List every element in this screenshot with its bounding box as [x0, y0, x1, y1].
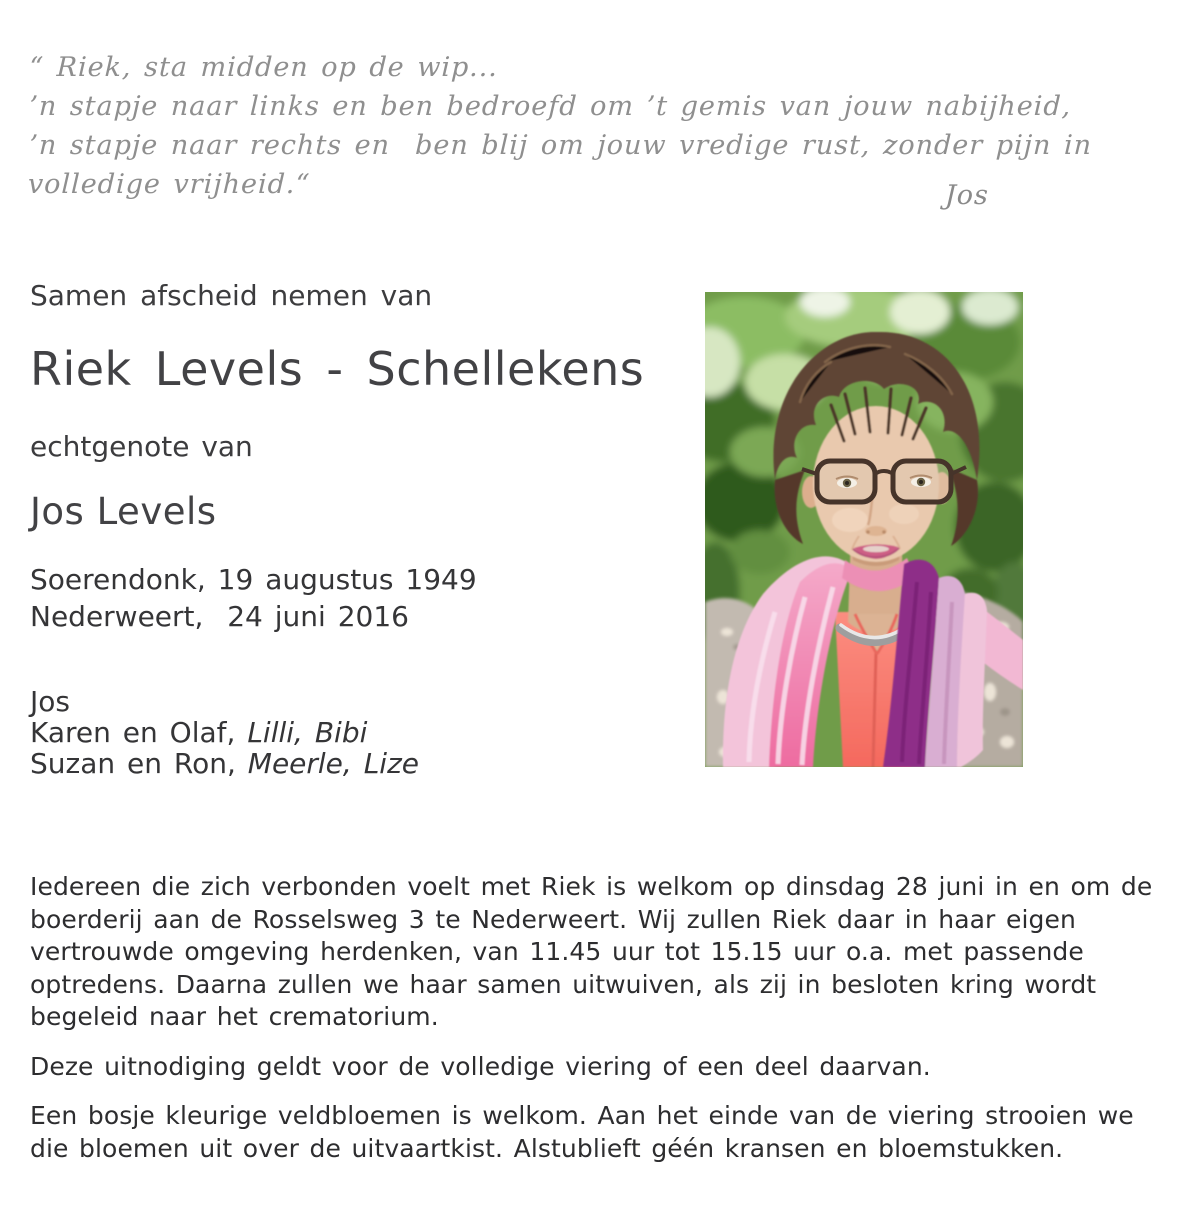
- family-line-3: Suzan en Ron, Meerle, Lize: [30, 747, 420, 780]
- invitation-text: [30, 871, 1172, 1165]
- portrait-photo-illustration: [705, 292, 1023, 767]
- birth-place-date: Soerendonk, 19 augustus 1949: [30, 563, 477, 596]
- deceased-name: Riek Levels - Schellekens: [30, 342, 645, 396]
- paragraph-invitation: Deze uitnodiging geldt voor de volledige viering of een deel daarvan.: [30, 1051, 931, 1081]
- relation-line: echtgenote van: [30, 430, 253, 463]
- family-line-2: Karen en Olaf, Lilli, Bibi: [30, 716, 368, 749]
- family-list: [30, 686, 419, 779]
- portrait-photo: [705, 292, 1023, 767]
- paragraph-flowers: Een bosje kleurige veldbloemen is welkom. Aan het einde van de viering strooien we die bloemen uit over de uitvaartkist. Alstublieft géén kransen en bloemstukken.: [30, 1101, 1134, 1163]
- quote-line-3: ’n stapje naar rechts en ben blij om jouw vredige rust, zonder pijn in volledige vrijheid.“: [27, 130, 1106, 200]
- life-dates: [30, 561, 477, 635]
- spouse-name: Jos Levels: [30, 490, 217, 533]
- intro-line: Samen afscheid nemen van: [30, 279, 433, 312]
- family-line-1: Jos: [30, 685, 70, 718]
- quote-line-1: “ Riek, sta midden op de wip...: [28, 52, 499, 83]
- quote-line-2: ’n stapje naar links en ben bedroefd om ’t gemis van jouw nabijheid,: [28, 91, 1072, 122]
- opening-quote: [27, 48, 1170, 204]
- quote-signature: Jos: [944, 180, 990, 211]
- paragraph-venue: Iedereen die zich verbonden voelt met Riek is welkom op dinsdag 28 juni in en om de boerderij aan de Rosselsweg 3 te Nederweert. Wij zullen Riek daar in haar eigen vertrouwde omgeving herdenken, van 11.45 uur tot 15.15 uur o.a. met passende optredens. Daarna zullen we haar samen uitwuiven, als zij in besloten kring wordt begeleid naar het crematorium.: [30, 872, 1153, 1031]
- death-place-date: Nederweert, 24 juni 2016: [30, 600, 409, 633]
